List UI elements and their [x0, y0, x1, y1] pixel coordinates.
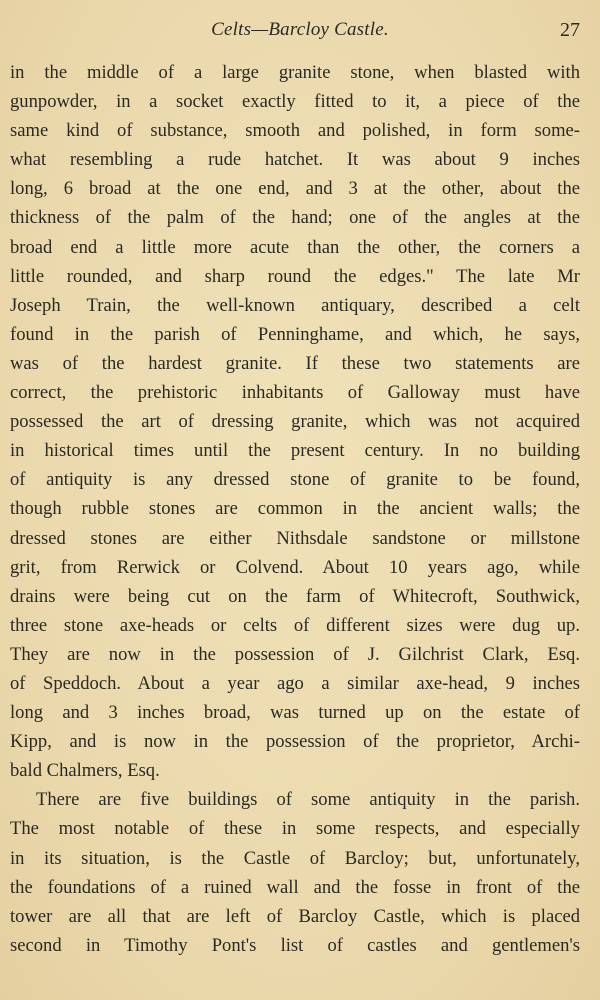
page-number: 27 [560, 19, 580, 41]
text-line: three stone axe-heads or celts of different sizes were dug up. [10, 614, 580, 636]
paragraph-end-line: bald Chalmers, Esq. [10, 760, 160, 782]
text-line: of Speddoch. About a year ago a similar axe-head, 9 inches [10, 672, 580, 694]
text-line: tower are all that are left of Barcloy Castle, which is placed [10, 905, 580, 927]
text-line: what resembling a rude hatchet. It was about 9 inches [10, 149, 580, 171]
text-line: long and 3 inches broad, was turned up on the estate of [10, 702, 580, 724]
text-line: gunpowder, in a socket exactly fitted to it, a piece of the [10, 91, 580, 113]
text-line: the foundations of a ruined wall and the fosse in front of the [10, 876, 580, 898]
running-head-title: Celts—Barcloy Castle. [211, 19, 389, 40]
text-line: was of the hardest granite. If these two statements are [10, 352, 580, 374]
paragraph-start-line: There are five buildings of some antiquity in the parish. [36, 789, 580, 811]
text-line: The most notable of these in some respects, and especially [10, 818, 580, 840]
text-line: same kind of substance, smooth and polished, in form some- [10, 120, 580, 142]
text-line: They are now in the possession of J. Gilchrist Clark, Esq. [10, 643, 580, 665]
text-line: in historical times until the present century. In no building [10, 440, 580, 462]
text-line: Joseph Train, the well-known antiquary, described a celt [10, 294, 580, 316]
text-line: second in Timothy Pont's list of castles and gentlemen's [10, 934, 580, 956]
text-line: possessed the art of dressing granite, which was not acquired [10, 411, 580, 433]
text-line: Kipp, and is now in the possession of the proprietor, Archi- [10, 731, 580, 753]
text-line: of antiquity is any dressed stone of granite to be found, [10, 469, 580, 491]
text-line: correct, the prehistoric inhabitants of Galloway must have [10, 382, 580, 404]
text-line: in its situation, is the Castle of Barcloy; but, unfortunately, [10, 847, 580, 869]
text-line: grit, from Rerwick or Colvend. About 10 years ago, while [10, 556, 580, 578]
text-line: in the middle of a large granite stone, when blasted with [10, 62, 580, 83]
text-line: dressed stones are either Nithsdale sandstone or millstone [10, 527, 580, 549]
text-line: long, 6 broad at the one end, and 3 at the other, about the [10, 178, 580, 200]
text-line: though rubble stones are common in the ancient walls; the [10, 498, 580, 520]
text-line: found in the parish of Penninghame, and which, he says, [10, 323, 580, 345]
text-line: drains were being cut on the farm of Whitecroft, Southwick, [10, 585, 580, 607]
running-head [0, 14, 600, 46]
body-text [10, 58, 580, 960]
text-line: thickness of the palm of the hand; one of the angles at the [10, 207, 580, 229]
text-line: little rounded, and sharp round the edges." The late Mr [10, 265, 580, 287]
text-line: broad end a little more acute than the other, the corners a [10, 236, 580, 258]
